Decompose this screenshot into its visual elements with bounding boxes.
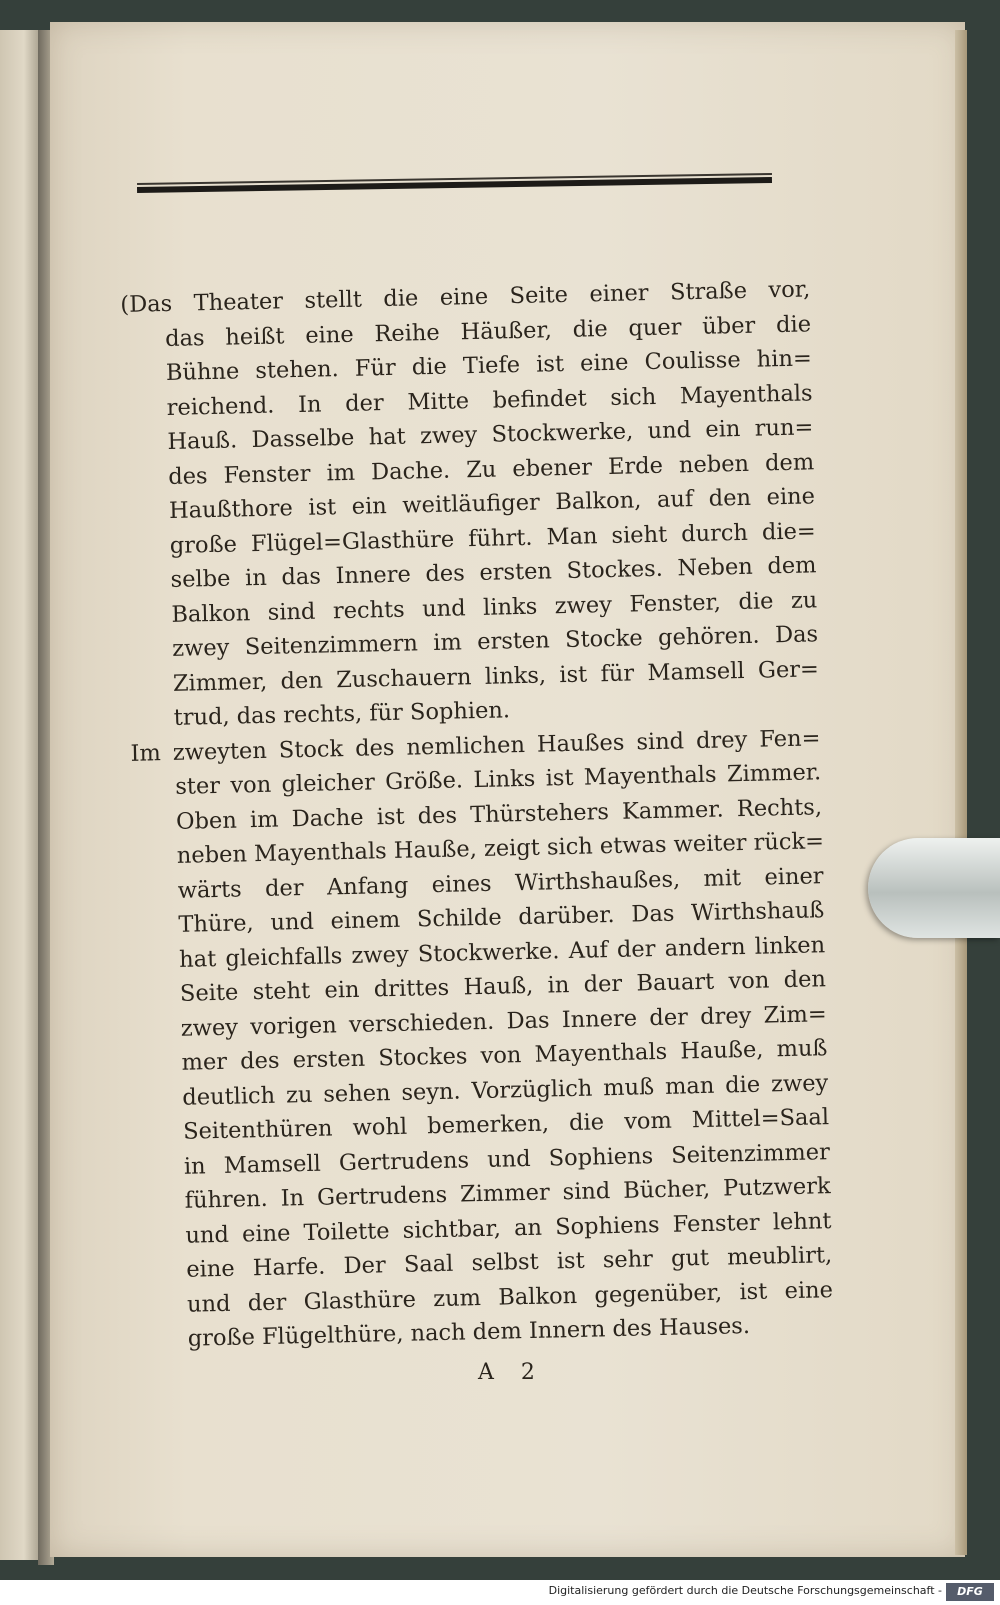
text-line: Haußthore ist ein weitläufiger Balkon, auf den eine [168,483,816,524]
text-line: Oben im Dache ist des Thürstehers Kammer. Rechts, [175,793,823,835]
text-line: (Das Theater stellt die eine Seite einer Straße vor, [120,276,811,318]
text-line: Thüre, und einem Schilde darüber. Das Wirthshauß [178,897,825,938]
text-line: Im zweyten Stock des nemlichen Haußes sind drey Fen= [130,724,821,767]
text-line: deutlich zu sehen seyn. Vorzüglich muß man die zwey [182,1069,829,1111]
text-line: Seite steht ein drittes Hauß, in der Bauart von den [179,966,827,1007]
text-line: Hauß. Dasselbe hat zwey Stockwerke, und ein run= [167,414,814,455]
text-line: große Flügelthüre, nach dem Innern des Hauses. [187,1312,751,1352]
text-line: Bühne stehen. Für die Tiefe ist eine Coulisse hin= [165,345,813,386]
page-right-edge [955,30,967,1555]
paragraph-stage-setting [120,272,820,736]
text-line: große Flügel=Glasthüre führt. Man sieht durch die= [169,517,816,559]
text-line: reichend. In der Mitte befindet sich Mayenthals [166,379,813,421]
text-line: zwey vorigen verschieden. Das Innere der drey Zim= [180,1000,827,1042]
text-line: trud, das rechts, für Sophien. [173,697,511,731]
text-line: zwey Seitenzimmern im ersten Stocke gehören. Das [171,621,819,662]
text-line: Seitenthüren wohl bemerken, die vom Mittel=Saal [182,1104,830,1145]
body-text [120,272,834,1357]
footer-bar [0,1580,1000,1605]
left-page-edge [0,30,43,1560]
page-clip [868,838,1000,938]
footer-credit: Digitalisierung gefördert durch die Deutsche Forschungsgemeinschaft - [548,1584,942,1597]
text-line: mer des ersten Stockes von Mayenthals Hauße, muß [181,1035,828,1076]
text-line: wärts der Anfang eines Wirthshaußes, mit einer [177,862,824,904]
signature-mark: A 2 [478,1360,545,1385]
text-line: neben Mayenthals Hauße, zeigt sich etwas weiter rück= [176,828,825,869]
header-rule [137,178,772,192]
text-line: selbe in das Innere des ersten Stockes. Neben dem [170,552,817,593]
text-line: das heißt eine Reihe Häußer, die quer über die [164,310,812,352]
text-line: des Fenster im Dache. Zu ebener Erde neben dem [167,448,815,490]
paragraph-second-floor [130,721,834,1357]
text-line: und eine Toilette sichtbar, an Sophiens Fenster lehnt [185,1207,832,1249]
text-line: eine Harfe. Der Saal selbst ist sehr gut meublirt, [185,1242,833,1283]
text-line: ster von gleicher Größe. Links ist Mayenthals Zimmer. [175,759,822,800]
text-line: führen. In Gertrudens Zimmer sind Bücher, Putzwerk [184,1173,831,1214]
text-line: und der Glasthüre zum Balkon gegenüber, ist eine [186,1276,834,1318]
text-line: Balkon sind rechts und links zwey Fenster, die zu [171,586,818,628]
text-line: in Mamsell Gertrudens und Sophiens Seitenzimmer [183,1138,831,1180]
dfg-logo: DFG [946,1583,994,1601]
text-line: Zimmer, den Zuschauern links, ist für Mamsell Ger= [172,655,820,697]
text-line: hat gleichfalls zwey Stockwerke. Auf der andern linken [178,931,826,973]
